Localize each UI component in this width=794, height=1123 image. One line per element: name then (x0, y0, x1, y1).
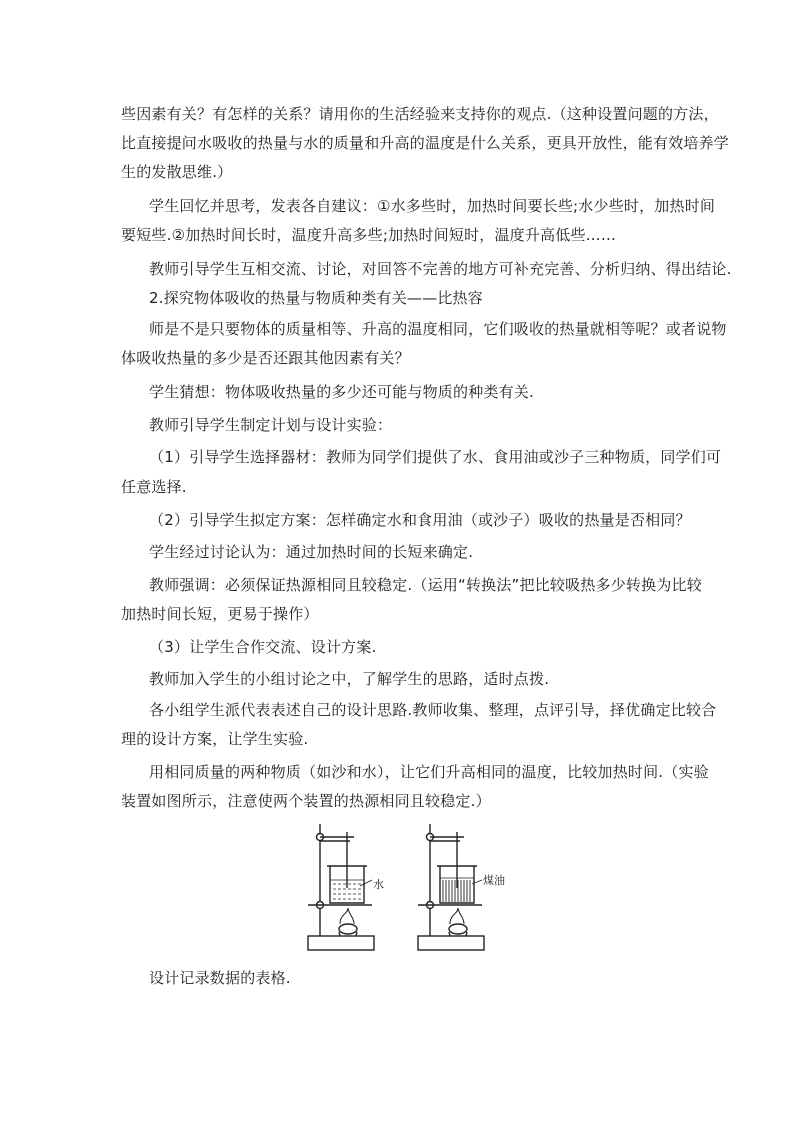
paragraph-line: 装置如图所示，注意使两个装置的热源相同且较稳定.） (121, 792, 491, 810)
paragraph-line: 生的发散思维.） (121, 163, 233, 181)
paragraph-line: 教师强调：必须保证热源相同且较稳定.（运用“转换法”把比较吸热多少转换为比较 (149, 576, 702, 594)
paragraph-line: 教师引导学生互相交流、讨论，对回答不完善的地方可补充完善、分析归纳、得出结论. (149, 260, 732, 278)
paragraph-line: 学生猜想：物体吸收热量的多少还可能与物质的种类有关. (149, 383, 534, 401)
paragraph-line: （1）引导学生选择器材：教师为同学们提供了水、食用油或沙子三种物质，同学们可 (149, 448, 722, 466)
right-stand-base (418, 936, 484, 950)
water-label: 水 (373, 878, 384, 891)
kerosene-label: 煤油 (483, 874, 505, 887)
right-flame (450, 908, 464, 924)
paragraph-line: 各小组学生派代表表述自己的设计思路.教师收集、整理，点评引导，择优确定比较合 (149, 701, 717, 719)
paragraph-line: 些因素有关？有怎样的关系？请用你的生活经验来支持你的观点.（这种设置问题的方法， (121, 105, 719, 123)
apparatus-drawing (300, 818, 505, 958)
paragraph-line: 体吸收热量的多少是否还跟其他因素有关？ (121, 349, 410, 367)
paragraph-line: 要短些.②加热时间长时，温度升高多些;加热时间短时，温度升高低些…… (121, 226, 617, 244)
left-burner (339, 924, 357, 934)
experiment-apparatus-figure (300, 818, 505, 958)
paragraph-line: 比直接提问水吸收的热量与水的质量和升高的温度是什么关系，更具开放性，能有效培养学 (121, 134, 730, 152)
paragraph-line: 师是不是只要物体的质量相等、升高的温度相同，它们吸收的热量就相等呢？或者说物 (149, 320, 727, 338)
paragraph-line: （2）引导学生拟定方案：怎样确定水和食用油（或沙子）吸收的热量是否相同？ (149, 511, 691, 529)
paragraph-line: 学生经过讨论认为：通过加热时间的长短来确定. (149, 543, 474, 561)
section-heading: 2.探究物体吸收的热量与物质种类有关——比热容 (149, 289, 483, 307)
paragraph-line: 教师加入学生的小组讨论之中，了解学生的思路，适时点拨. (149, 670, 550, 688)
paragraph-line: （3）让学生合作交流、设计方案. (149, 638, 377, 656)
right-burner (449, 924, 467, 934)
paragraph-line: 教师引导学生制定计划与设计实验： (149, 416, 393, 434)
left-flame (340, 908, 354, 924)
paragraph-line: 设计记录数据的表格. (149, 969, 291, 987)
paragraph-line: 加热时间长短，更易于操作） (121, 605, 319, 623)
left-stand-base (308, 936, 374, 950)
paragraph-line: 用相同质量的两种物质（如沙和水），让它们升高相同的温度，比较加热时间.（实验 (149, 763, 709, 781)
paragraph-line: 理的设计方案，让学生实验. (121, 730, 309, 748)
paragraph-line: 学生回忆并思考，发表各自建议：①水多些时，加热时间要长些;水少些时，加热时间 (149, 197, 716, 215)
paragraph-line: 任意选择. (121, 478, 187, 496)
